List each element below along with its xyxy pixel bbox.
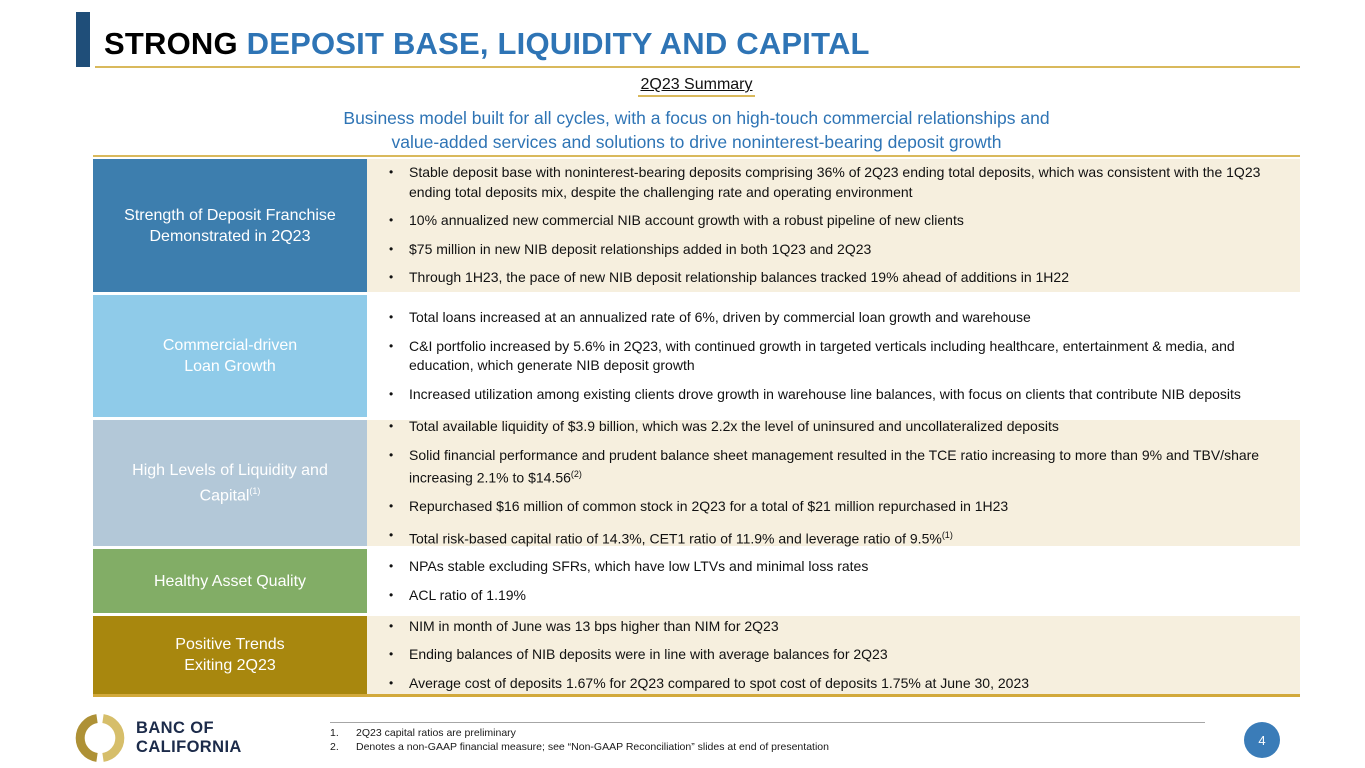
- bullet-text: C&I portfolio increased by 5.6% in 2Q23, with continued growth in targeted verticals including healthcare, entertainment & media, and education, which generate NIB deposit growth: [409, 337, 1235, 373]
- banc-of-california-logo: [74, 712, 242, 764]
- bullet-text: Total available liquidity of $3.9 billion, which was 2.2x the level of uninsured and uncollateralized deposits: [409, 418, 1059, 435]
- row-header-label: Commercial-driven: [162, 337, 298, 354]
- slide-subtitle: [93, 106, 1300, 154]
- bullet-text: ACL ratio of 1.19%: [409, 586, 526, 603]
- bullet-item: [389, 211, 1272, 231]
- bullet-item: [389, 446, 1272, 489]
- footnote-1-text: 2Q23 capital ratios are preliminary: [356, 727, 516, 739]
- bullet-marker-icon: •: [389, 447, 394, 462]
- logo-line-2: CALIFORNIA: [136, 738, 242, 756]
- bullet-text: Stable deposit base with noninterest-bearing deposits comprising 36% of 2Q23 ending total deposits, which was consistent with the 1Q23 ending total deposits mix, despite the challenging rate and operating environment: [409, 164, 1261, 200]
- bullet-item: [389, 645, 1272, 665]
- row-content-loan-growth: [367, 295, 1300, 417]
- bullet-item: [389, 337, 1272, 376]
- footnote-divider: [330, 722, 1205, 723]
- bullet-marker-icon: •: [389, 587, 394, 602]
- row-header-liquidity-capital: [93, 420, 367, 546]
- bullet-marker-icon: •: [389, 527, 394, 542]
- bullet-marker-icon: •: [389, 165, 394, 180]
- footnote-2-text: Denotes a non-GAAP financial measure; see “Non-GAAP Reconciliation” slides at end of presentation: [356, 740, 829, 753]
- bullet-item: [389, 497, 1272, 517]
- bullet-text: Through 1H23, the pace of new NIB deposit relationship balances tracked 19% ahead of additions in 1H22: [409, 269, 1069, 286]
- bullet-marker-icon: •: [389, 419, 394, 434]
- section-heading-wrap: [93, 76, 1300, 97]
- bullet-item: [389, 163, 1272, 202]
- row-header-label: Demonstrated in 2Q23: [149, 227, 311, 245]
- bullet-marker-icon: •: [389, 386, 394, 401]
- page-number-badge: [1244, 722, 1280, 758]
- subtitle-line-2: value-added services and solutions to drive noninterest-bearing deposit growth: [391, 132, 1002, 152]
- bullet-text: Average cost of deposits 1.67% for 2Q23 compared to spot cost of deposits 1.75% at June 30, 2023: [409, 674, 1030, 691]
- section-heading: 2Q23 Summary: [638, 76, 754, 97]
- page-number: 4: [1258, 732, 1266, 748]
- table-row: [93, 295, 1300, 417]
- bullet-item: [389, 674, 1272, 694]
- logo-wordmark: [136, 719, 242, 757]
- bullet-marker-icon: •: [389, 647, 394, 662]
- bullet-text: Repurchased $16 million of common stock in 2Q23 for a total of $21 million repurchased in 1H23: [409, 498, 1009, 515]
- bullet-marker-icon: •: [389, 675, 394, 690]
- bullet-text: NIM in month of June was 13 bps higher than NIM for 2Q23: [409, 617, 779, 634]
- row-header-loan-growth: [93, 295, 367, 417]
- row-header-label: Positive Trends: [175, 636, 285, 653]
- row-header-deposit-franchise: [93, 159, 367, 292]
- row-content-deposit-franchise: [367, 159, 1300, 292]
- bullet-marker-icon: •: [389, 270, 394, 285]
- table-row: [93, 616, 1300, 694]
- table-row: [93, 159, 1300, 292]
- bullet-item: [389, 268, 1272, 288]
- row-header-label: Healthy Asset Quality: [153, 572, 307, 590]
- row-header-label: Capital$^{(1)}$: [199, 485, 261, 505]
- bullet-item: [389, 417, 1272, 437]
- bullet-text: Ending balances of NIB deposits were in line with average balances for 2Q23: [409, 646, 888, 663]
- row-header-label: Loan Growth: [184, 358, 276, 375]
- bullet-text: NPAs stable excluding SFRs, which have low LTVs and minimal loss rates: [409, 558, 869, 574]
- footnote-1-number: 1.: [330, 727, 339, 739]
- bullet-marker-icon: •: [389, 559, 394, 573]
- bullet-item: [389, 385, 1272, 405]
- bullet-text: $75 million in new NIB deposit relationships added in both 1Q23 and 2Q23: [409, 240, 872, 257]
- row-header-label: High Levels of Liquidity and: [132, 461, 328, 479]
- bullet-item: [389, 308, 1272, 328]
- bullet-item: [389, 526, 1272, 549]
- summary-table: [93, 155, 1300, 697]
- page-title-black: STRONG: [104, 26, 238, 61]
- footnote-2-number: 2.: [330, 740, 339, 753]
- bullet-text: Total loans increased at an annualized rate of 6%, driven by commercial loan growth and warehouse: [409, 309, 1031, 325]
- row-header-label: Strength of Deposit Franchise: [124, 206, 336, 224]
- footnotes: [330, 727, 1210, 754]
- page-title-blue: DEPOSIT BASE, LIQUIDITY AND CAPITAL: [246, 26, 870, 61]
- row-content-positive-trends: [367, 616, 1300, 694]
- bullet-item: [389, 586, 1272, 606]
- bullet-marker-icon: •: [389, 338, 394, 353]
- bullet-marker-icon: •: [389, 213, 394, 228]
- bullet-text: Total risk-based capital ratio of 14.3%, CET1 ratio of 11.9% and leverage ratio of 9.5%$^{(1)}$: [409, 529, 953, 547]
- title-accent-bar: [76, 12, 90, 67]
- footnote-1: [330, 727, 1210, 741]
- bullet-item: [389, 557, 1272, 577]
- row-content-asset-quality: [367, 549, 1300, 613]
- row-header-positive-trends: [93, 616, 367, 694]
- table-row: [93, 420, 1300, 546]
- page-title: [104, 26, 870, 62]
- logo-ring-icon: [74, 712, 126, 764]
- bullet-marker-icon: •: [389, 499, 394, 514]
- bullet-item: [389, 240, 1272, 260]
- bullet-marker-icon: •: [389, 310, 394, 324]
- table-row: [93, 549, 1300, 613]
- bullet-marker-icon: •: [389, 241, 394, 256]
- bullet-marker-icon: •: [389, 618, 394, 633]
- logo-line-1: BANC OF: [136, 719, 214, 737]
- bullet-text: Increased utilization among existing clients drove growth in warehouse line balances, with focus on clients that contribute NIB deposits: [409, 385, 1241, 402]
- bullet-text: Solid financial performance and prudent balance sheet management resulted in the TCE ratio increasing to more than 9% and TBV/share increasing 2.1% to $14.56$^{(2)}$: [409, 446, 1260, 486]
- subtitle-line-1: Business model built for all cycles, with a focus on high-touch commercial relationships and: [343, 108, 1050, 128]
- row-header-asset-quality: [93, 549, 367, 613]
- row-header-label: Exiting 2Q23: [184, 657, 276, 674]
- bullet-item: [389, 617, 1272, 637]
- footnote-2: [330, 741, 1210, 755]
- title-divider: [95, 66, 1300, 68]
- bullet-text: 10% annualized new commercial NIB account growth with a robust pipeline of new clients: [409, 212, 964, 229]
- row-content-liquidity-capital: [367, 420, 1300, 546]
